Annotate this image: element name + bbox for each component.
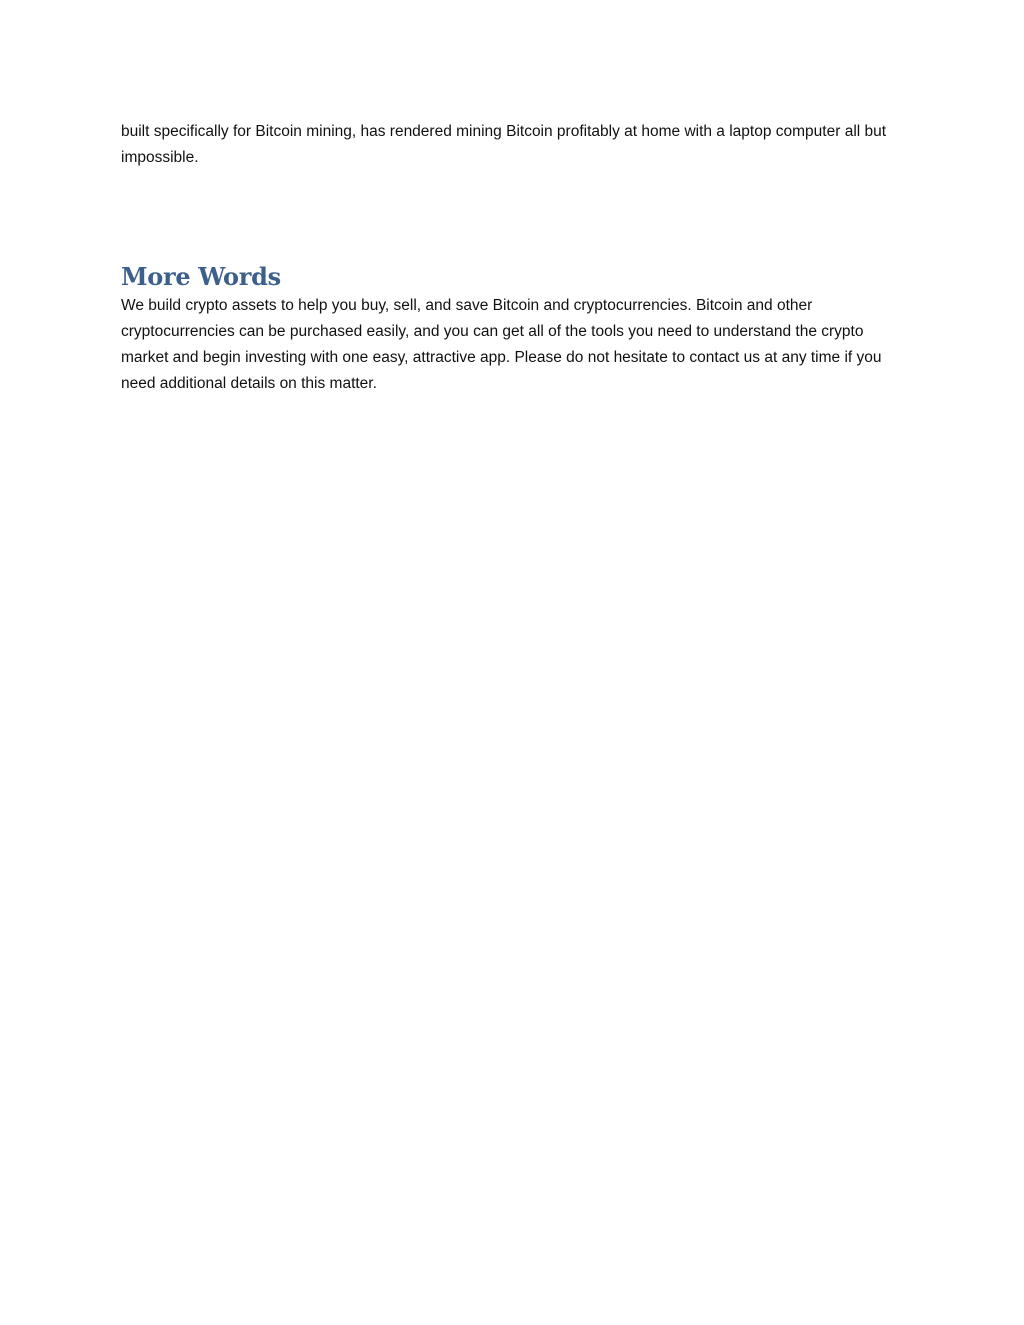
document-body	[121, 119, 906, 397]
body-paragraph-more-words: We build crypto assets to help you buy, sell, and save Bitcoin and cryptocurrencies. Bitcoin and other cryptocurrencies can be purchased easily, and you can get all of the tools you need to understand the crypto market and begin investing with one easy, attractive app. Please do not hesitate to contact us at any time if you need additional details on this matter.	[121, 297, 882, 392]
section-heading: More Words	[121, 262, 281, 291]
body-paragraph-intro: built specifically for Bitcoin mining, has rendered mining Bitcoin profitably at home with a laptop computer all but impossible.	[121, 123, 887, 166]
